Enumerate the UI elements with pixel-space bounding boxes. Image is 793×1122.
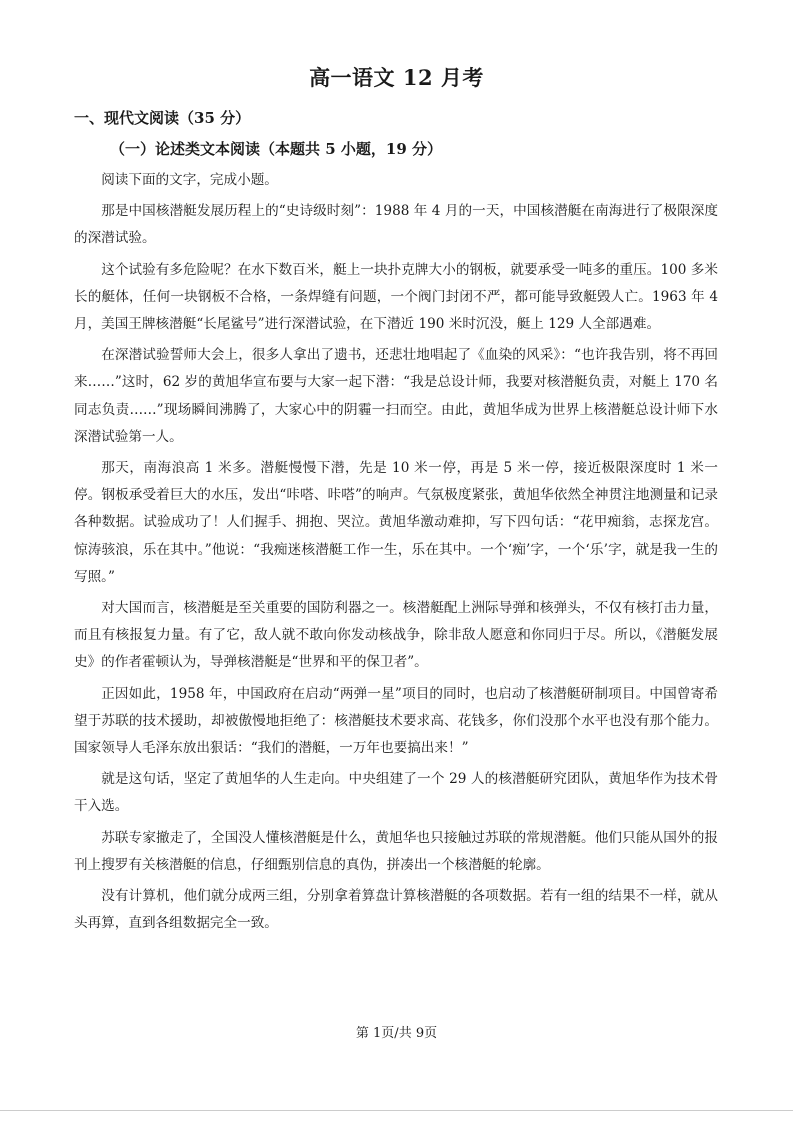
paragraph: 阅读下面的文字，完成小题。 xyxy=(101,172,278,188)
article-body xyxy=(74,167,718,941)
paragraph: 就是这句话，坚定了黄旭华的人生走向。中央组建了一个 29 人的核潜艇研究团队，黄旭华作为技术骨干入选。 xyxy=(74,771,718,815)
paragraph: 这个试验有多危险呢？在水下数百米，艇上一块扑克牌大小的钢板，就要承受一吨多的重压。100 多米长的艇体，任何一块钢板不合格，一条焊缝有问题，一个阀门封闭不严，都可能导致艇毁人亡。1963 年 4 月，美国王牌核潜艇“长尾鲨号”进行深潜试验，在下潜近 190 米时沉没，艇上 129 人全部遇难。 xyxy=(74,261,718,333)
paragraph: 对大国而言，核潜艇是至关重要的国防利器之一。核潜艇配上洲际导弹和核弹头，不仅有核打击力量，而且有核报复力量。有了它，敌人就不敢向你发动核战争，除非敌人愿意和你同归于尽。所以，《潜艇发展史》的作者霍顿认为，导弹核潜艇是“世界和平的保卫者”。 xyxy=(74,600,718,671)
subsection-heading: （一）论述类文本阅读（本题共 5 小题，19 分） xyxy=(110,140,442,158)
section-heading: 一、现代文阅读（35 分） xyxy=(74,109,251,127)
paragraph: 那天，南海浪高 1 米多。潜艇慢慢下潜，先是 10 米一停，再是 5 米一停，接近极限深度时 1 米一停。钢板承受着巨大的水压，发出“咔嗒、咔嗒”的响声。气氛极度紧张，黄旭华依然全神贯注地测量和记录各种数据。试验成功了！人们握手、拥抱、哭泣。黄旭华激动难抑，写下四句话：“花甲痴翁，志探龙宫。惊涛骇浪，乐在其中。”他说：“我痴迷核潜艇工作一生，乐在其中。一个‘痴’字，一个‘乐’字，就是我一生的写照。” xyxy=(74,460,718,585)
paragraph: 在深潜试验誓师大会上，很多人拿出了遗书，还悲壮地唱起了《血染的风采》：“也许我告别，将不再回来……”这时，62 岁的黄旭华宣布要与大家一起下潜：“我是总设计师，我要对核潜艇负责，对艇上 170 名同志负责……”现场瞬间沸腾了，大家心中的阴霾一扫而空。由此，黄旭华成为世界上核潜艇总设计师下水深潜试验第一人。 xyxy=(74,347,718,445)
bottom-divider xyxy=(0,1110,793,1111)
paragraph: 苏联专家撤走了，全国没人懂核潜艇是什么，黄旭华也只接触过苏联的常规潜艇。他们只能从国外的报刊上搜罗有关核潜艇的信息，仔细甄别信息的真伪，拼凑出一个核潜艇的轮廓。 xyxy=(74,829,718,873)
paragraph: 没有计算机，他们就分成两三组，分别拿着算盘计算核潜艇的各项数据。若有一组的结果不一样，就从头再算，直到各组数据完全一致。 xyxy=(74,888,718,932)
page-footer: 第 1页/共 9页 xyxy=(355,1026,438,1041)
paragraph: 那是中国核潜艇发展历程上的“史诗级时刻”：1988 年 4 月的一天，中国核潜艇在南海进行了极限深度的深潜试验。 xyxy=(74,203,718,247)
document-title: 高一语文 12 月考 xyxy=(309,65,484,90)
paragraph: 正因如此，1958 年，中国政府在启动“两弹一星”项目的同时，也启动了核潜艇研制项目。中国曾寄希望于苏联的技术援助，却被傲慢地拒绝了：核潜艇技术要求高、花钱多，你们没那个水平也没有那个能力。国家领导人毛泽东放出狠话：“我们的潜艇，一万年也要搞出来！” xyxy=(74,685,718,757)
